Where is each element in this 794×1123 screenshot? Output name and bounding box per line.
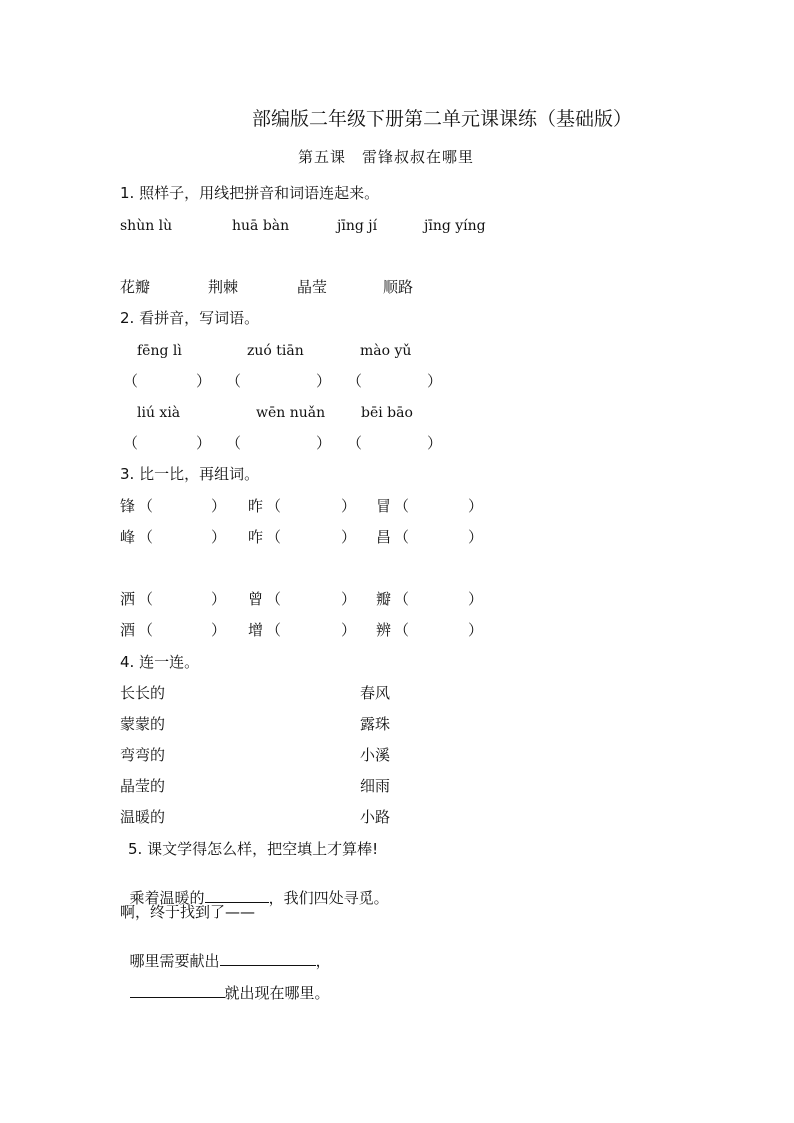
q3-paren-open: （ xyxy=(266,621,282,639)
q2-paren-open-3: （ xyxy=(347,372,363,390)
q5-line3-before: 哪里需要献出 xyxy=(129,952,220,970)
q4-left-item: 晶莹的 xyxy=(120,777,166,795)
q2-pinyin-4: liú xià xyxy=(137,405,181,421)
q3-paren-close: ） xyxy=(468,621,484,639)
q3-paren-open: （ xyxy=(394,528,410,546)
q2-heading: 2. 看拼音，写词语。 xyxy=(120,309,260,327)
q3-char: 洒 xyxy=(120,590,136,608)
q2-paren-open-1: （ xyxy=(123,372,139,390)
q3-char: 增 xyxy=(248,621,264,639)
q3-paren-close: ） xyxy=(211,621,227,639)
q2-paren-open-6: （ xyxy=(347,434,363,452)
q3-paren-close: ） xyxy=(341,621,357,639)
q3-paren-close: ） xyxy=(468,528,484,546)
q3-paren-open: （ xyxy=(138,590,154,608)
q3-char: 辨 xyxy=(376,621,392,639)
q1-pinyin-1: shùn lù xyxy=(120,218,173,234)
q3-paren-close: ） xyxy=(341,497,357,515)
lesson-subtitle: 第五课 雷锋叔叔在哪里 xyxy=(298,148,475,166)
q4-left-item: 蒙蒙的 xyxy=(120,715,166,733)
q3-char: 锋 xyxy=(120,497,136,515)
page-title: 部编版二年级下册第二单元课课练（基础版） xyxy=(252,108,633,130)
q1-word-1: 花瓣 xyxy=(120,278,151,296)
q4-right-item: 小溪 xyxy=(360,746,391,764)
q2-paren-close-1: ） xyxy=(196,372,212,390)
q1-heading: 1. 照样子，用线把拼音和词语连起来。 xyxy=(120,184,380,202)
q3-paren-open: （ xyxy=(266,497,282,515)
q2-paren-close-3: ） xyxy=(427,372,443,390)
q3-paren-close: ） xyxy=(341,528,357,546)
q2-paren-close-2: ） xyxy=(316,372,332,390)
q3-paren-open: （ xyxy=(138,621,154,639)
q4-right-item: 春风 xyxy=(360,684,391,702)
q3-paren-open: （ xyxy=(394,621,410,639)
q3-paren-close: ） xyxy=(468,590,484,608)
q3-char: 峰 xyxy=(120,528,136,546)
q3-char: 冒 xyxy=(376,497,392,515)
q1-word-4: 顺路 xyxy=(383,278,414,296)
q5-line1-before: 乘着温暖的 xyxy=(129,889,205,907)
q1-word-3: 晶莹 xyxy=(297,278,328,296)
q1-pinyin-4: jīng yíng xyxy=(424,218,486,234)
q5-blank-3[interactable] xyxy=(130,983,225,998)
q3-char: 咋 xyxy=(248,528,264,546)
q4-right-item: 小路 xyxy=(360,808,391,826)
q5-line-1 xyxy=(120,873,389,906)
q5-line3-after: ， xyxy=(315,952,331,970)
q2-pinyin-6: bēi bāo xyxy=(361,405,413,421)
q1-pinyin-2: huā bàn xyxy=(232,218,290,234)
q1-pinyin-3: jīng jí xyxy=(337,218,378,234)
q4-right-item: 露珠 xyxy=(360,715,391,733)
q2-paren-open-5: （ xyxy=(226,434,242,452)
q5-line-3 xyxy=(120,936,331,969)
q4-left-item: 温暖的 xyxy=(120,808,166,826)
q5-heading: 5. 课文学得怎么样，把空填上才算棒! xyxy=(128,840,379,858)
q3-paren-close: ） xyxy=(211,528,227,546)
q2-paren-open-2: （ xyxy=(226,372,242,390)
q2-pinyin-2: zuó tiān xyxy=(247,343,304,359)
q3-paren-open: （ xyxy=(138,497,154,515)
q5-line4-after: 就出现在哪里。 xyxy=(224,984,330,1002)
q5-line-2: 啊，终于找到了—— xyxy=(120,903,256,921)
q2-paren-close-5: ） xyxy=(316,434,332,452)
q5-line1-after: ，我们四处寻觅。 xyxy=(268,889,389,907)
q1-word-2: 荆棘 xyxy=(208,278,239,296)
q3-paren-open: （ xyxy=(394,590,410,608)
q3-char: 瓣 xyxy=(376,590,392,608)
q2-pinyin-5: wēn nuǎn xyxy=(256,405,326,421)
q2-pinyin-3: mào yǔ xyxy=(360,343,412,359)
q3-paren-open: （ xyxy=(266,528,282,546)
q2-paren-close-4: ） xyxy=(196,434,212,452)
q3-paren-open: （ xyxy=(394,497,410,515)
q4-heading: 4. 连一连。 xyxy=(120,653,200,671)
q3-paren-open: （ xyxy=(138,528,154,546)
q3-paren-close: ） xyxy=(211,497,227,515)
q2-paren-close-6: ） xyxy=(427,434,443,452)
q2-paren-open-4: （ xyxy=(123,434,139,452)
q3-char: 昌 xyxy=(376,528,392,546)
q5-line-4 xyxy=(120,968,330,1001)
q3-heading: 3. 比一比，再组词。 xyxy=(120,465,260,483)
q2-pinyin-1: fēng lì xyxy=(137,343,182,359)
q3-paren-open: （ xyxy=(266,590,282,608)
q3-paren-close: ） xyxy=(341,590,357,608)
q4-left-item: 弯弯的 xyxy=(120,746,166,764)
q4-right-item: 细雨 xyxy=(360,777,391,795)
q5-blank-2[interactable] xyxy=(220,951,316,966)
q3-char: 昨 xyxy=(248,497,264,515)
q3-paren-close: ） xyxy=(211,590,227,608)
q3-char: 酒 xyxy=(120,621,136,639)
q4-left-item: 长长的 xyxy=(120,684,166,702)
q5-blank-1[interactable] xyxy=(205,888,269,903)
q3-paren-close: ） xyxy=(468,497,484,515)
q3-char: 曾 xyxy=(248,590,264,608)
